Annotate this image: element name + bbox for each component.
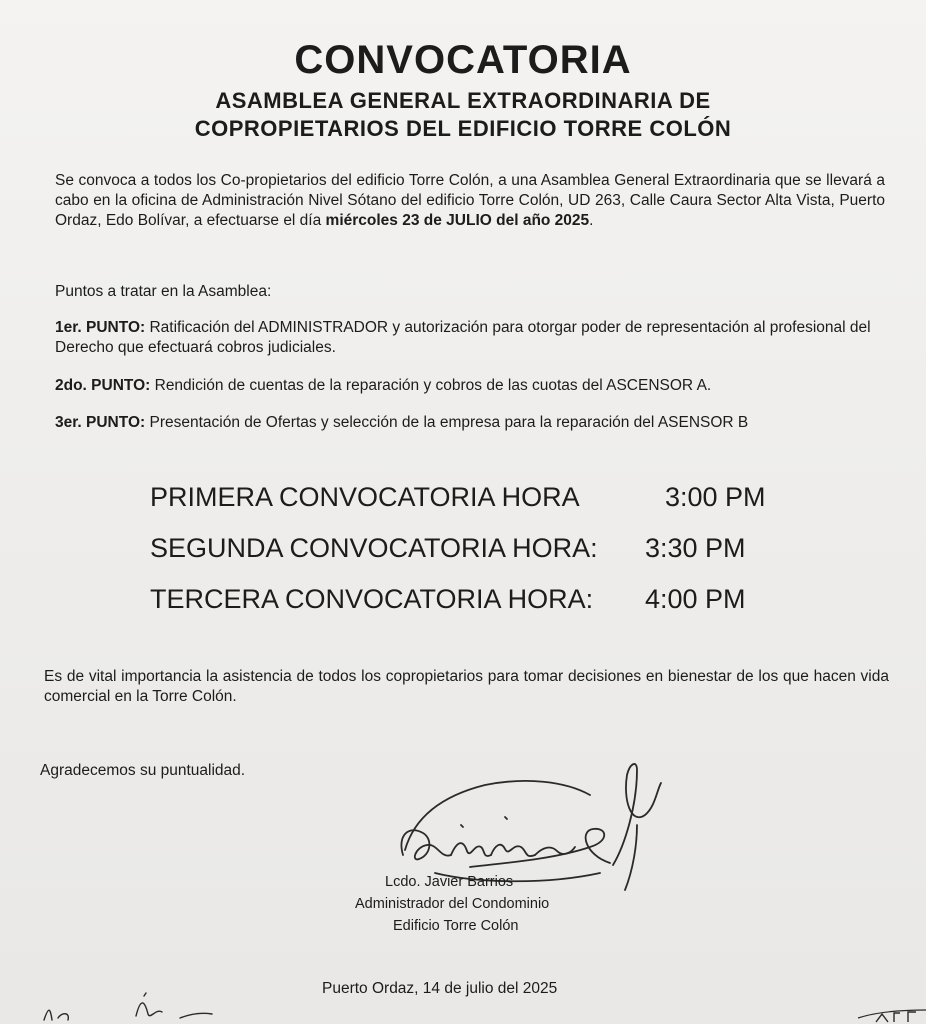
points-heading: Puntos a tratar en la Asamblea:	[55, 283, 272, 300]
schedule-time: 3:00 PM	[665, 482, 766, 512]
importance-paragraph: Es de vital importancia la asistencia de todos los copropietarios para tomar decisiones en bienestar de los que hacen vida comercial en la Torre Colón.	[44, 668, 889, 705]
agenda-point-text: Rendición de cuentas de la reparación y cobros de las cuotas del ASCENSOR A.	[150, 377, 712, 394]
agenda-point-2	[55, 376, 885, 396]
agenda-point-label: 3er. PUNTO:	[55, 414, 146, 431]
agenda-point-label: 2do. PUNTO:	[55, 377, 151, 394]
handwritten-mark	[40, 990, 220, 1024]
signatory-organization: Edificio Torre Colón	[393, 918, 519, 934]
document-subtitle-line1: ASAMBLEA GENERAL EXTRAORDINARIA DE	[215, 88, 711, 113]
meeting-date: miércoles 23 de JULIO del año 2025	[325, 212, 590, 229]
schedule-time: 4:00 PM	[645, 584, 746, 614]
schedule-row-second	[150, 533, 746, 564]
schedule-label: SEGUNDA CONVOCATORIA HORA:	[150, 533, 598, 563]
intro-paragraph	[55, 171, 885, 231]
signatory-role: Administrador del Condominio	[355, 896, 550, 912]
schedule-label: PRIMERA CONVOCATORIA HORA	[150, 482, 580, 512]
partial-stamp	[856, 1004, 926, 1024]
intro-end: .	[589, 212, 594, 229]
thanks-line: Agradecemos su puntualidad.	[40, 762, 246, 779]
intro-text: Se convoca a todos los Co-propietarios del edificio Torre Colón, a una Asamblea General Extraordinaria que se llevará a cabo en la oficina de Administración Nivel Sótano del edificio Torre Colón, UD 263, Calle Caura Sector Alta Vista, Puerto Ordaz, Edo Bolívar, a efectuarse el día	[55, 172, 885, 229]
document-title: CONVOCATORIA	[294, 38, 632, 82]
schedule-row-third	[150, 584, 746, 615]
agenda-point-label: 1er. PUNTO:	[55, 319, 146, 336]
agenda-point-3	[55, 413, 885, 433]
schedule-label: TERCERA CONVOCATORIA HORA:	[150, 584, 594, 614]
signatory-name: Lcdo. Javier Barrios	[385, 874, 514, 890]
schedule-time: 3:30 PM	[645, 533, 746, 563]
agenda-point-text: Ratificación del ADMINISTRADOR y autorización para otorgar poder de representación al profesional del Derecho que efectuará cobros judiciales.	[55, 319, 871, 356]
place-and-date: Puerto Ordaz, 14 de julio del 2025	[322, 980, 558, 997]
agenda-point-text: Presentación de Ofertas y selección de la empresa para la reparación del ASENSOR B	[145, 414, 749, 431]
document-subtitle-line2: COPROPIETARIOS DEL EDIFICIO TORRE COLÓN	[194, 116, 732, 141]
agenda-point-1	[55, 318, 885, 358]
schedule-row-first	[150, 482, 766, 513]
